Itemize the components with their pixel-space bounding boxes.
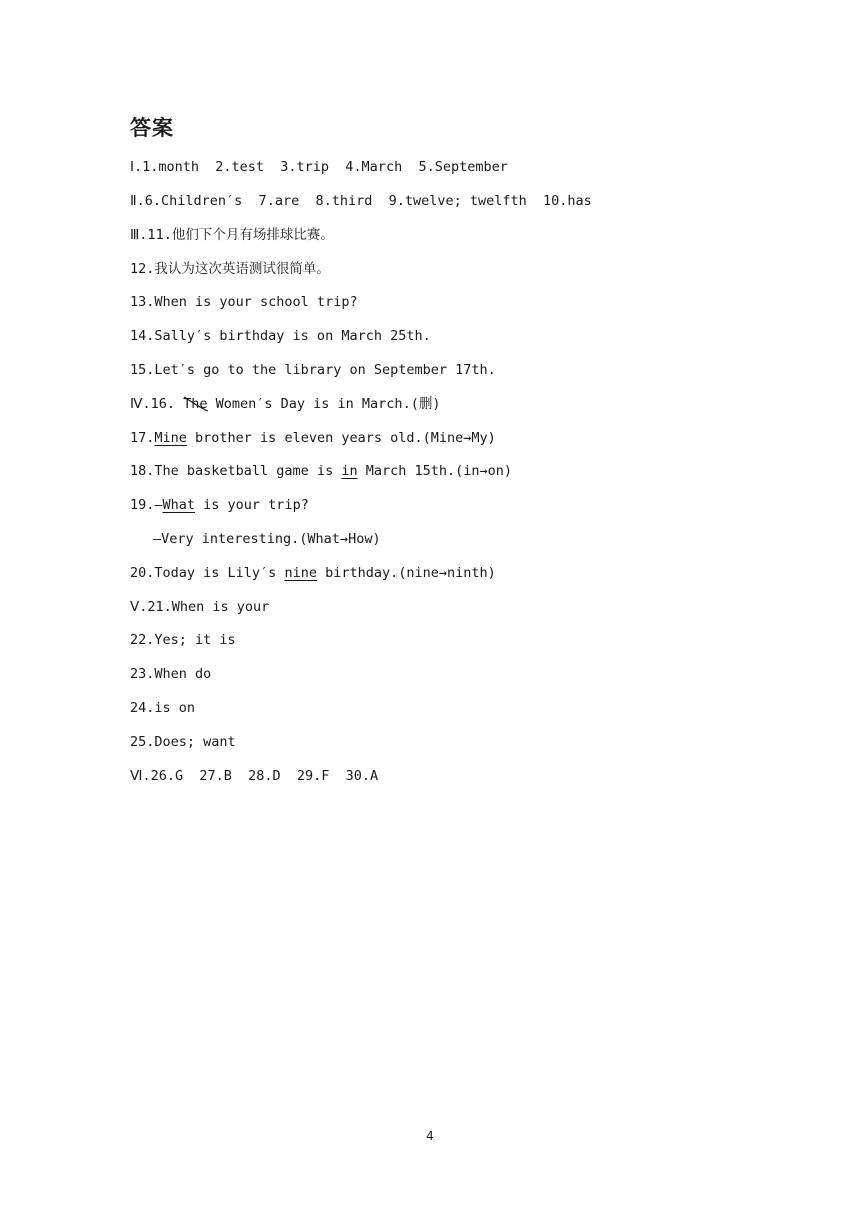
answer-line-21: Ⅴ.21.When is your bbox=[130, 599, 270, 615]
page-number: 4 bbox=[426, 1129, 434, 1143]
answer-line-16 bbox=[130, 395, 440, 413]
answer-line-20 bbox=[130, 564, 496, 582]
answer-line-section-1: Ⅰ.1.month 2.test 3.trip 4.March 5.September bbox=[130, 159, 508, 175]
answer-line-23: 23.When do bbox=[130, 666, 212, 682]
underlined-word: nine bbox=[284, 565, 317, 581]
line-suffix: Women′s Day is in March.(删) bbox=[207, 396, 441, 412]
page-title: 答案 bbox=[130, 116, 174, 140]
line-prefix: Ⅳ.16. bbox=[130, 396, 184, 412]
answer-line-15: 15.Let′s go to the library on September 17th. bbox=[130, 362, 496, 378]
underlined-word: in bbox=[341, 463, 358, 479]
answer-line-24: 24.is on bbox=[130, 700, 196, 716]
answer-line-section-2: Ⅱ.6.Children′s 7.are 8.third 9.twelve; twelfth 10.has bbox=[130, 193, 592, 209]
line-prefix: 19.— bbox=[130, 497, 163, 513]
answer-line-19 bbox=[130, 496, 309, 514]
line-prefix: 20.Today is Lily′s bbox=[130, 565, 285, 581]
answer-line-13: 13.When is your school trip? bbox=[130, 294, 358, 310]
answer-line-25: 25.Does; want bbox=[130, 734, 236, 750]
deleted-word bbox=[183, 395, 207, 413]
answer-line-section-6: Ⅵ.26.G 27.B 28.D 29.F 30.A bbox=[130, 768, 379, 784]
answer-line-22: 22.Yes; it is bbox=[130, 632, 236, 648]
answer-line-12: 12.我认为这次英语测试很简单。 bbox=[130, 261, 330, 277]
answer-line-11: Ⅲ.11.他们下个月有场排球比赛。 bbox=[130, 227, 334, 243]
deleted-word-text: The bbox=[183, 396, 208, 412]
line-prefix: 17. bbox=[130, 430, 155, 446]
answer-line-18 bbox=[130, 462, 512, 480]
line-prefix: 18.The basketball game is bbox=[130, 463, 342, 479]
underlined-word: Mine bbox=[154, 430, 187, 446]
underlined-word: What bbox=[162, 497, 196, 513]
line-suffix: is your trip? bbox=[195, 497, 309, 513]
line-suffix: brother is eleven years old.(Mine→My) bbox=[186, 430, 496, 446]
answer-line-19-reply: —Very interesting.(What→How) bbox=[153, 531, 381, 547]
answer-line-14: 14.Sally′s birthday is on March 25th. bbox=[130, 328, 431, 344]
line-suffix: March 15th.(in→on) bbox=[357, 463, 513, 479]
line-suffix: birthday.(nine→ninth) bbox=[316, 565, 496, 581]
answer-line-17 bbox=[130, 429, 496, 447]
